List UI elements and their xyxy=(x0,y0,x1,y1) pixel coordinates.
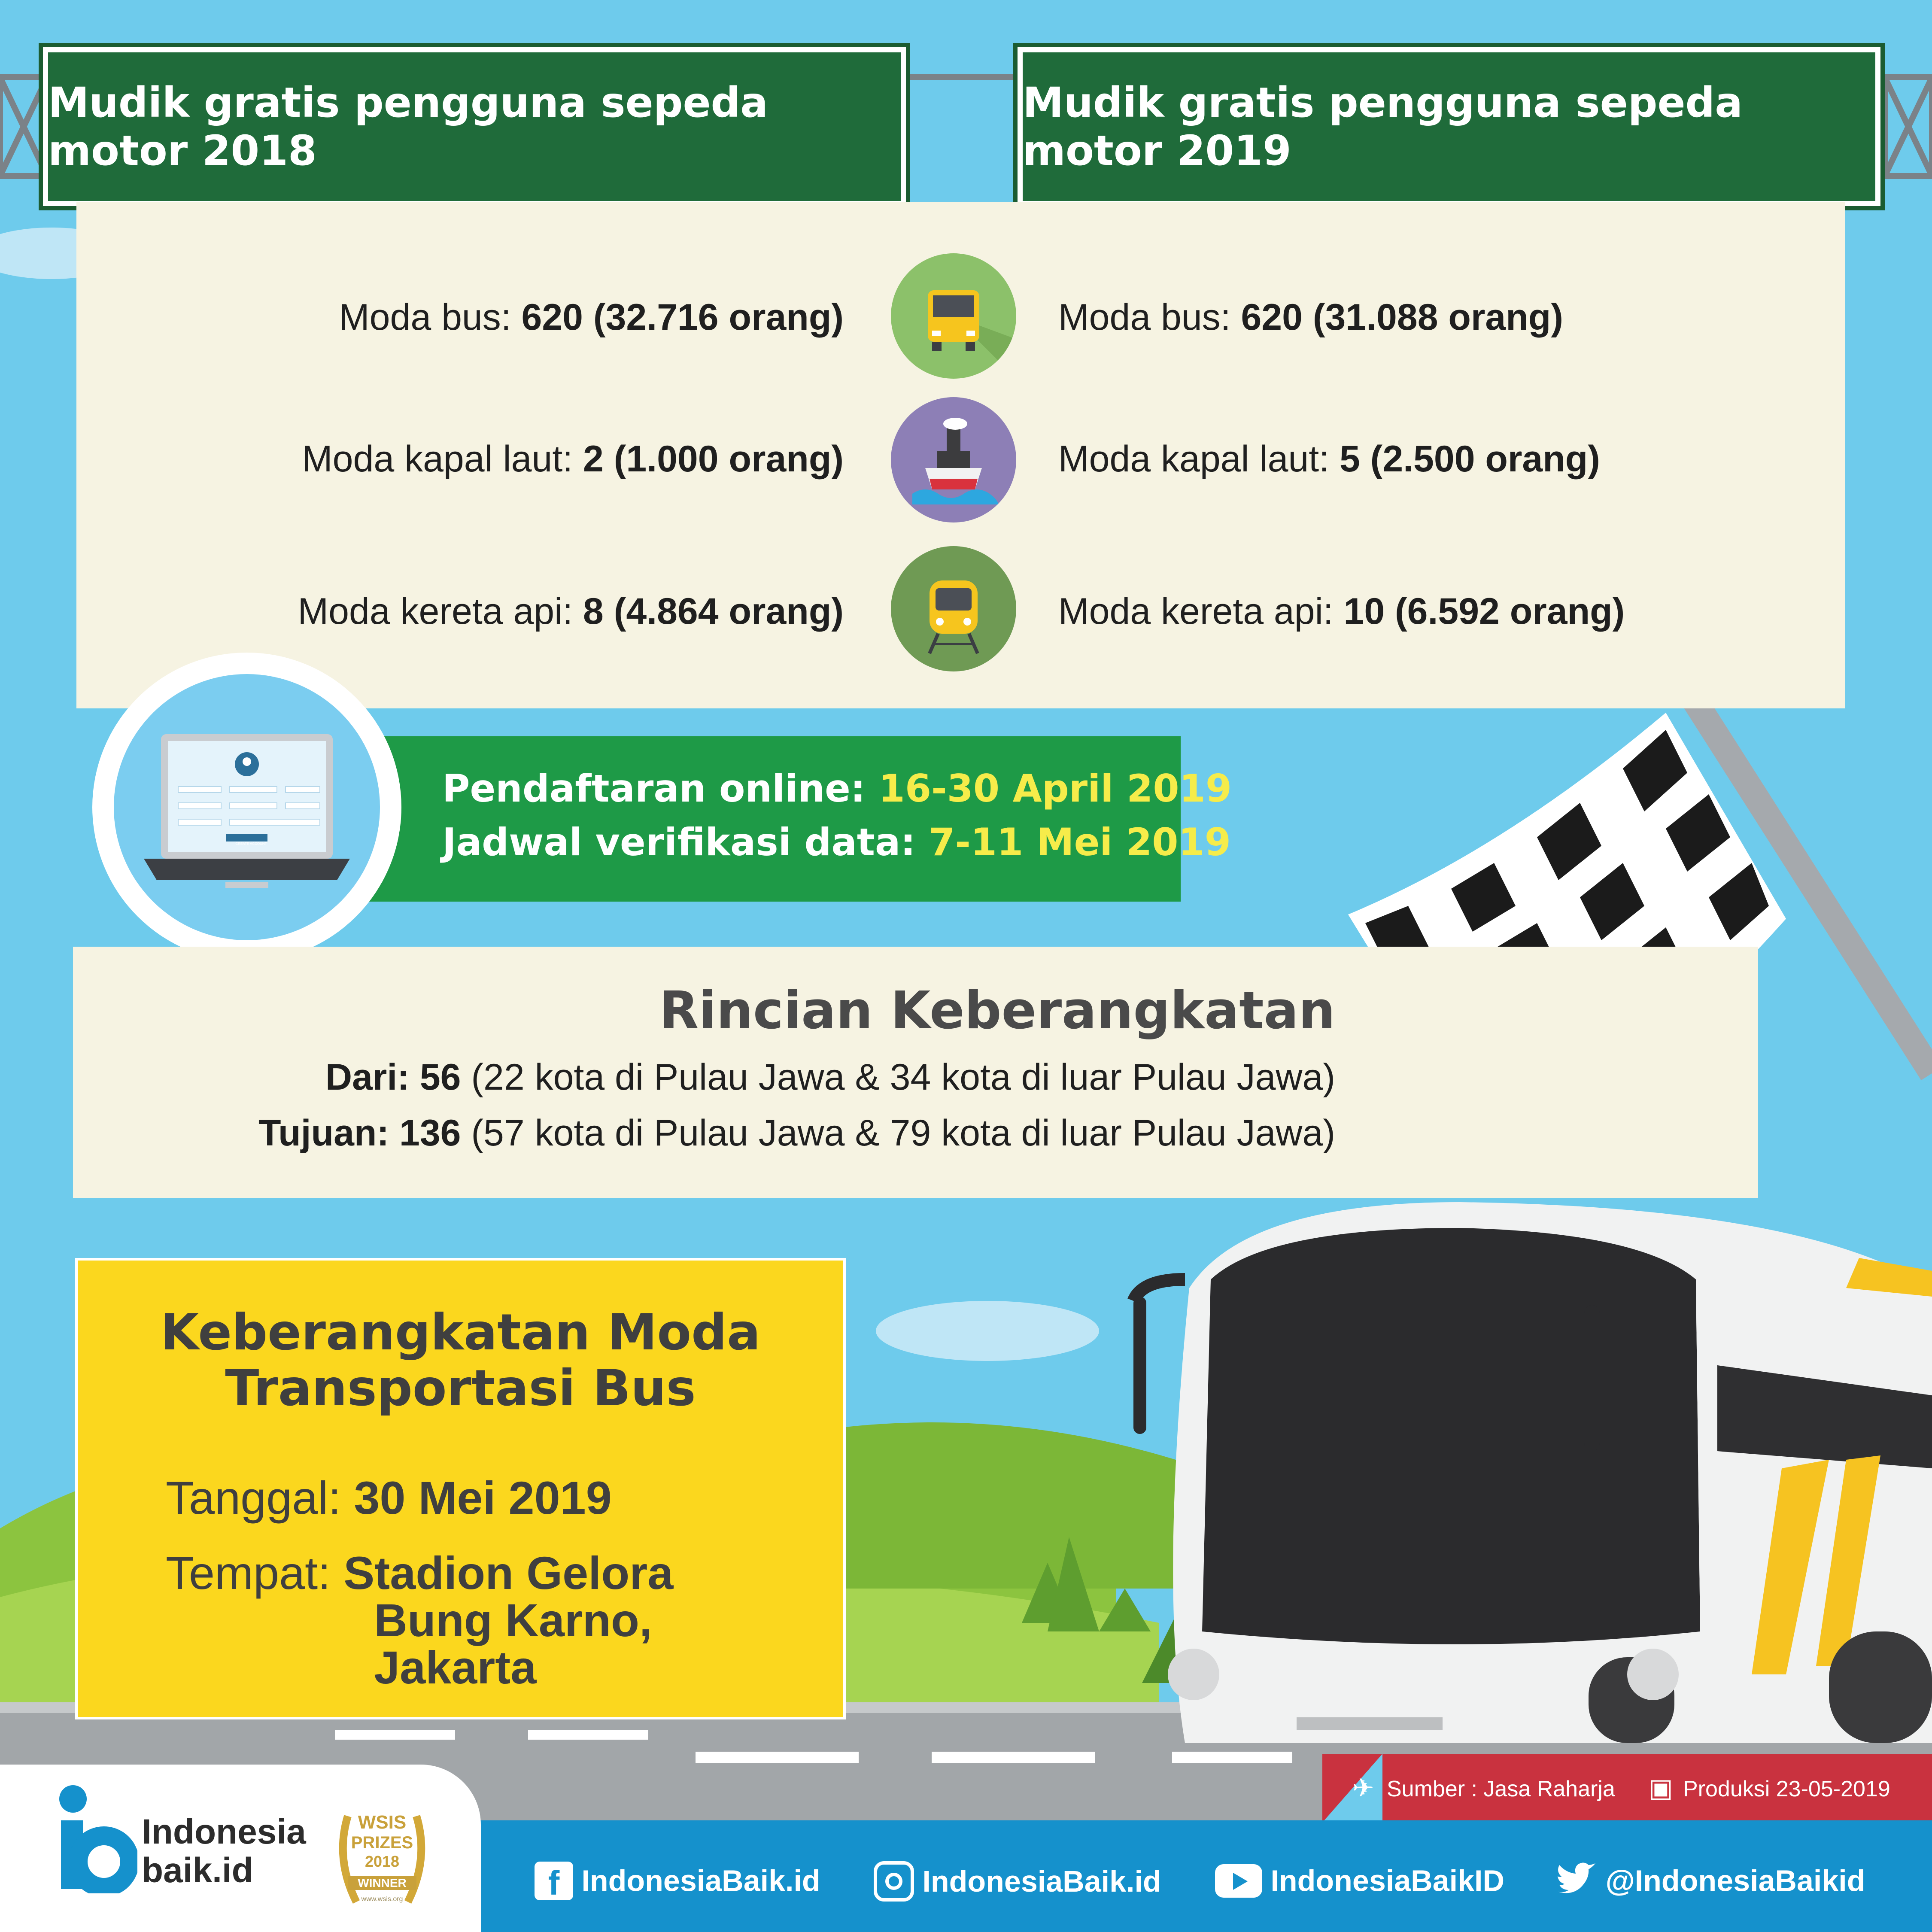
destination-label: Tujuan: 136 xyxy=(258,1112,461,1154)
date-label: Tanggal: xyxy=(166,1472,354,1524)
row-2019-train xyxy=(1058,590,1625,633)
bus-departure-title-line2: Transportasi Bus xyxy=(225,1359,696,1417)
departure-details-title: Rincian Keberangkatan xyxy=(659,981,1335,1041)
bus-value: 620 (32.716 orang) xyxy=(521,297,844,338)
departure-destination-line xyxy=(258,1112,1335,1154)
bus-departure-date xyxy=(166,1471,612,1525)
produced-text: Produksi 23-05-2019 xyxy=(1683,1777,1890,1801)
bus-icon xyxy=(891,253,1016,379)
train-label: Moda kereta api: xyxy=(298,591,583,632)
award-line1: WSIS xyxy=(358,1812,407,1833)
bus-departure-place-line3: Jakarta xyxy=(374,1641,537,1693)
from-label: Dari: 56 xyxy=(325,1057,461,1098)
sign-2019: Mudik gratis pengguna sepeda motor 2019 xyxy=(1018,47,1880,206)
coach-bus-illustration xyxy=(1133,1202,1932,1743)
verify-separator: : xyxy=(900,820,929,864)
date-value: 30 Mei 2019 xyxy=(354,1472,612,1524)
twitter-handle: @IndonesiaBaikid xyxy=(1605,1864,1865,1898)
from-detail: (22 kota di Pulau Jawa & 34 kota di luar Pulau Jawa) xyxy=(461,1057,1335,1098)
departure-from-line xyxy=(325,1056,1335,1099)
row-2018-train xyxy=(298,590,844,633)
ship-value: 2 (1.000 orang) xyxy=(583,438,844,480)
row-2018-bus xyxy=(339,296,844,339)
calendar-icon: ▣ xyxy=(1649,1774,1673,1802)
train-label: Moda kereta api: xyxy=(1058,591,1344,632)
online-separator: : xyxy=(850,766,879,811)
award-site: www.wsis.org xyxy=(361,1896,403,1903)
bus-label: Moda bus: xyxy=(339,297,522,338)
ship-label: Moda kapal laut: xyxy=(302,438,583,480)
destination-detail: (57 kota di Pulau Jawa & 79 kota di luar Pulau Jawa) xyxy=(461,1112,1335,1154)
ship-label: Moda kapal laut: xyxy=(1058,438,1340,480)
bus-departure-place xyxy=(166,1546,673,1600)
instagram-icon xyxy=(874,1861,914,1902)
social-instagram[interactable] xyxy=(874,1861,1161,1902)
bus-departure-box xyxy=(75,1258,846,1719)
ship-value: 5 (2.500 orang) xyxy=(1339,438,1600,480)
pin-icon: ✈ xyxy=(1352,1774,1374,1802)
train-icon xyxy=(891,546,1016,671)
facebook-icon: f xyxy=(535,1862,573,1900)
registration-verify-line xyxy=(442,820,1231,864)
online-dates: 16-30 April 2019 xyxy=(878,766,1232,811)
laptop-illustration xyxy=(92,653,401,962)
brand-name-line1: Indonesia xyxy=(142,1812,306,1851)
bus-label: Moda bus: xyxy=(1058,297,1241,338)
twitter-icon xyxy=(1554,1862,1597,1900)
social-facebook[interactable] xyxy=(535,1861,820,1900)
train-value: 8 (4.864 orang) xyxy=(583,591,844,632)
brand-name-line2: baik.id xyxy=(142,1851,253,1890)
laptop-create-account-button: CREATE ACCOUNT xyxy=(235,842,267,846)
registration-online-line xyxy=(442,766,1232,811)
train-value: 10 (6.592 orang) xyxy=(1343,591,1625,632)
wsis-award-badge xyxy=(331,1799,434,1919)
facebook-handle: IndonesiaBaik.id xyxy=(581,1864,820,1898)
social-youtube[interactable] xyxy=(1215,1861,1504,1898)
award-line4: WINNER xyxy=(348,1876,416,1890)
row-2019-ship xyxy=(1058,438,1600,480)
row-2018-ship xyxy=(302,438,844,480)
instagram-handle: IndonesiaBaik.id xyxy=(922,1865,1161,1898)
credits-bar xyxy=(1322,1754,1932,1823)
award-line3: 2018 xyxy=(365,1853,400,1870)
place-line1: Stadion Gelora xyxy=(343,1547,674,1599)
place-label: Tempat: xyxy=(166,1547,344,1599)
row-2019-bus xyxy=(1058,296,1563,339)
online-label: Pendaftaran online xyxy=(442,766,851,811)
bus-departure-place-line2: Bung Karno, xyxy=(374,1594,652,1646)
source-text: Sumber : Jasa Raharja xyxy=(1387,1777,1615,1801)
sign-2018: Mudik gratis pengguna sepeda motor 2018 xyxy=(43,47,906,206)
award-line2: PRIZES xyxy=(351,1833,413,1852)
youtube-icon xyxy=(1215,1864,1262,1898)
youtube-handle: IndonesiaBaikID xyxy=(1270,1864,1505,1898)
bus-departure-title-line1: Keberangkatan Moda xyxy=(160,1303,761,1361)
verify-label: Jadwal verifikasi data xyxy=(442,820,901,864)
bus-value: 620 (31.088 orang) xyxy=(1241,297,1563,338)
indonesia-baik-logo-icon xyxy=(56,1782,137,1893)
registration-box xyxy=(369,736,1232,902)
verify-dates: 7-11 Mei 2019 xyxy=(929,820,1231,864)
ship-icon xyxy=(891,397,1016,522)
laptop-icon xyxy=(114,674,380,940)
social-twitter[interactable] xyxy=(1554,1861,1865,1900)
